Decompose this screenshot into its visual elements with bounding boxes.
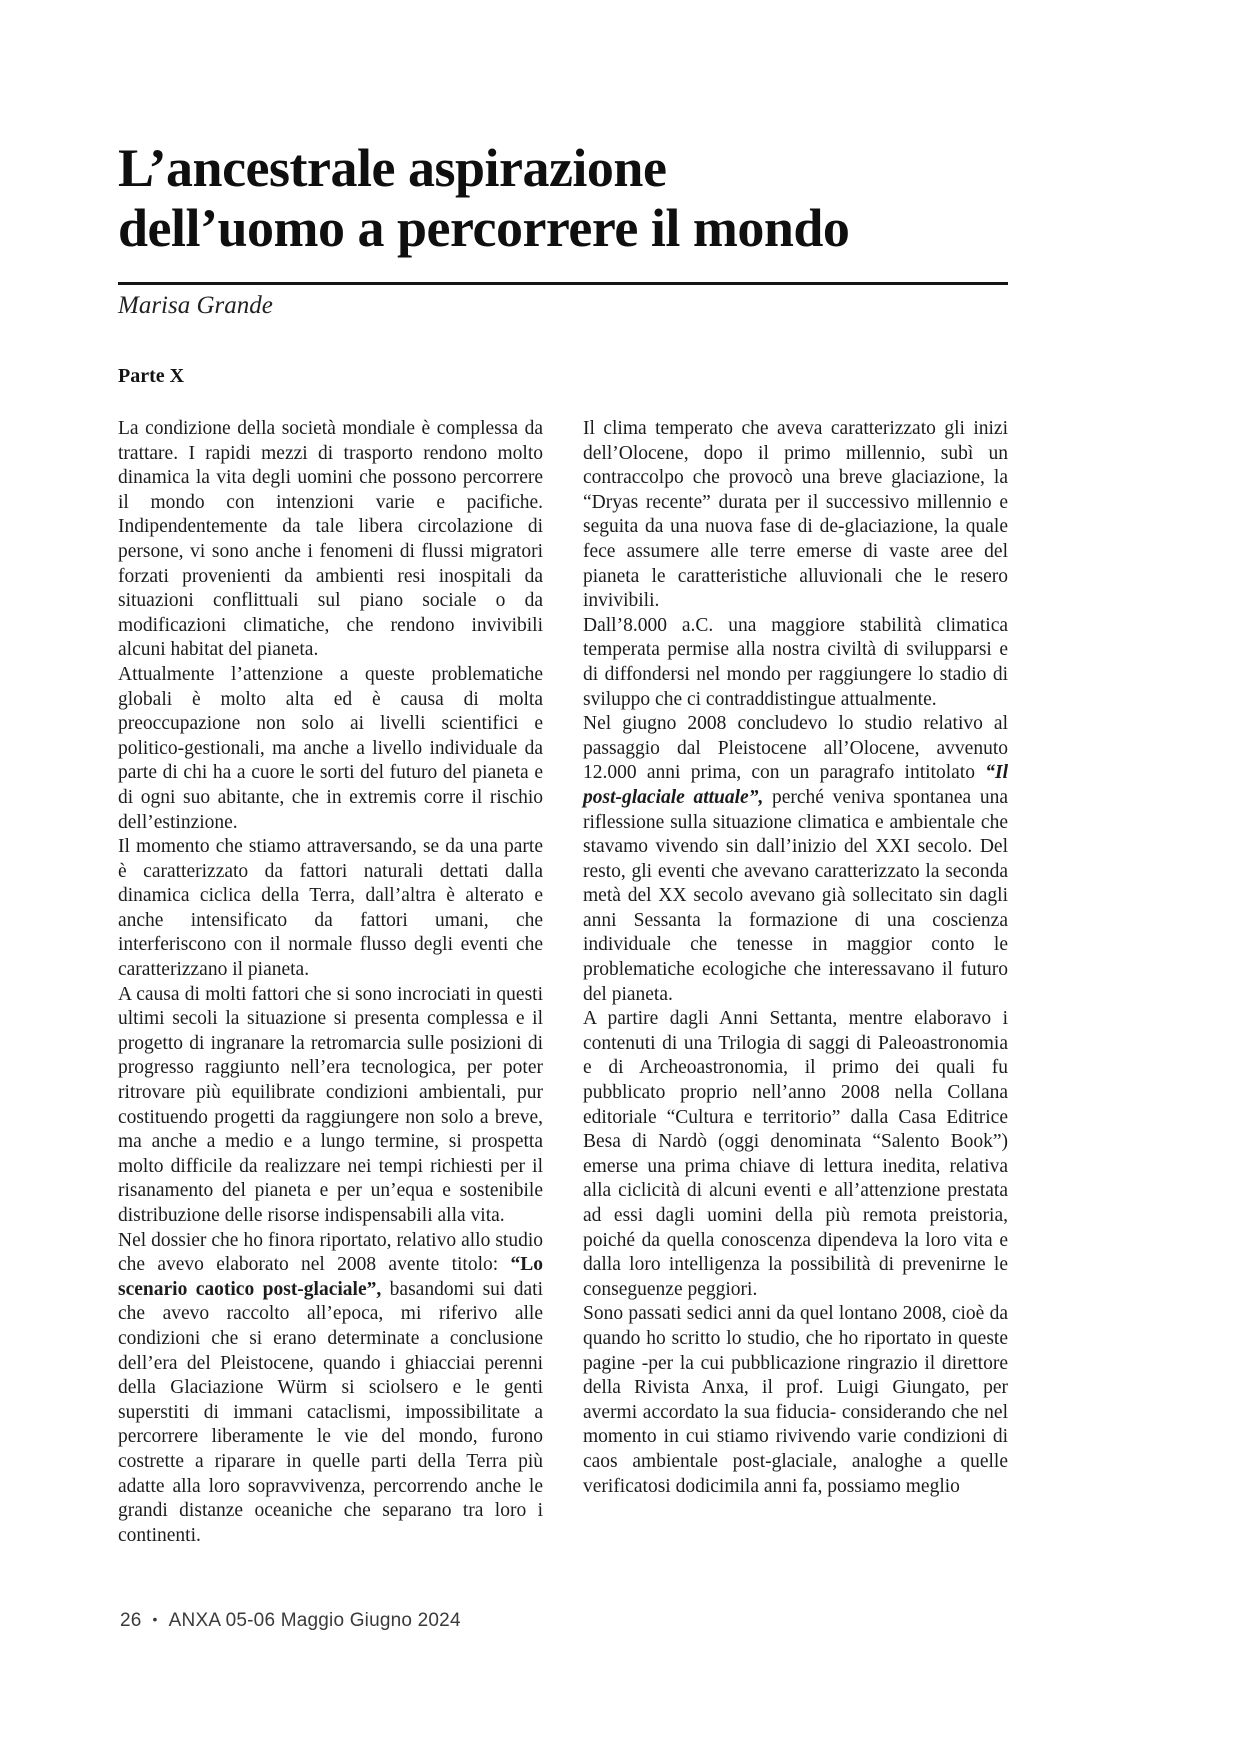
paragraph — [118, 1229, 543, 1549]
page-number: 26 — [120, 1610, 142, 1631]
title-line-2: dell’uomo a percorrere il mondo — [118, 198, 850, 258]
column-left — [118, 417, 543, 1548]
paragraph: Il momento che stiamo attraversando, se da una parte è caratterizzato da fattori naturali dettati dalla dinamica ciclica della Terra, dall’altra è alterato e anche intensificato da fattori umani, che interferiscono con il normale flusso degli eventi che caratterizzano il pianeta. — [118, 836, 543, 981]
title-line-1: L’ancestrale aspirazione — [118, 138, 667, 198]
paragraph: Il clima temperato che aveva caratterizzato gli inizi dell’Olocene, dopo il primo millennio, subì un contraccolpo che provocò una breve glaciazione, la “Dryas recente” durata per il successivo millennio e seguita da una nuova fase di de-glaciazione, la quale fece assumere alle terre emerse di vaste aree del pianeta le caratteristiche alluvionali che le resero invivibili. — [583, 418, 1008, 612]
paragraph: Attualmente l’attenzione a queste problematiche globali è molto alta ed è causa di molta preoccupazione non solo ai livelli scientifici e politico-gestionali, ma anche a livello individuale da parte di chi ha a cuore le sorti del futuro del pianeta e di ogni suo abitante, che in extremis corre il rischio dell’estinzione. — [118, 663, 543, 833]
article-title — [118, 138, 1125, 258]
paragraph: La condizione della società mondiale è complessa da trattare. I rapidi mezzi di trasporto rendono molto dinamica la vita degli uomini che possono percorrere il mondo con intenzioni varie e pacifiche. Indipendentemente da tale libera circolazione di persone, vi sono anche i fenomeni di flussi migratori forzati provenienti da ambienti resi inospitali da situazioni conflittuali sul piano sociale o da modificazioni climatiche, che rendono invivibili alcuni habitat del pianeta. — [118, 418, 543, 661]
paragraph: A causa di molti fattori che si sono incrociati in questi ultimi secoli la situazione si presenta complessa e il progetto di ingranare la retromarcia sulle posizioni di progresso raggiunto nell’era tecnologica, per poter ritrovare più equilibrate condizioni ambientali, pur costituendo progetti da raggiungere non solo a breve, ma anche a medio e a lungo termine, si prospetta molto difficile da realizzare nei tempi richiesti per il risanamento del pianeta e per un’equa e sostenibile distribuzione delle risorse indispensabili alla vita. — [118, 983, 543, 1226]
article-header — [118, 138, 1125, 321]
paragraph-title-bold-italic: “Il post-glaciale attuale”, — [583, 762, 1008, 808]
paragraph-fragment: Nel dossier che ho finora riportato, relativo allo studio che avevo elaborato nel 2008 avente titolo: — [118, 1229, 543, 1276]
paragraph — [583, 712, 1008, 1007]
footer-bullet: • — [152, 1611, 158, 1627]
paragraph: Dall’8.000 a.C. una maggiore stabilità climatica temperata permise alla nostra civiltà di svilupparsi e di diffondersi nel mondo per raggiungere lo stadio di sviluppo che ci contraddistingue attualmente. — [583, 614, 1008, 710]
paragraph-fragment: perché veniva spontanea una riflessione sulla situazione climatica e ambientale che stavamo vivendo sin dall’inizio del XXI secolo. Del resto, gli eventi che avevano caratterizzato la seconda metà del XX secolo avevano già sollecitato sin dagli anni Sessanta la formazione di una coscienza individuale che tenesse in maggior conto le problematiche ecologiche che interessavano il futuro del pianeta. — [583, 786, 1008, 1005]
footer-issue-label: ANXA 05-06 Maggio Giugno 2024 — [168, 1610, 461, 1631]
paragraph-fragment: Nel giugno 2008 concludevo lo studio relativo al passaggio dal Pleistocene all’Olocene, avvenuto 12.000 anni prima, con un paragrafo intitolato — [583, 713, 1008, 784]
paragraph: A partire dagli Anni Settanta, mentre elaboravo i contenuti di una Trilogia di saggi di Paleoastronomia e di Archeoastronomia, il primo dei quali fu pubblicato proprio nell’anno 2008 nella Collana editoriale “Cultura e territorio” dalla Casa Editrice Besa di Nardò (oggi denominata “Salento Book”) emerse una prima chiave di lettura inedita, relativa alla ciclicità di alcuni eventi e all’attenzione prestata ad essi dagli uomini della più remota preistoria, poiché da quella conoscenza dipendeva la loro vita e dalla loro intelligenza la possibilità di prevenirne le conseguenze peggiori. — [583, 1008, 1008, 1300]
study-title-bold: “Lo scenario caotico post-glaciale”, — [118, 1254, 543, 1300]
column-right — [583, 417, 1008, 1548]
paragraph: Sono passati sedici anni da quel lontano 2008, cioè da quando ho scritto lo studio, che ho riportato in queste pagine -per la cui pubblicazione ringrazio il direttore della Rivista Anxa, il prof. Luigi Giungato, per avermi accordato la sua fiducia- considerando che nel momento in cui stiamo rivivendo varie condizioni di caos ambientale post-glaciale, analoghe a quelle verificatosi dodicimila anni fa, possiamo meglio — [583, 1303, 1008, 1497]
article-body — [118, 417, 1125, 1548]
paragraph-fragment: basandomi sui dati che avevo raccolto all’epoca, mi riferivo alle condizioni che si erano determinate a conclusione dell’era del Pleistocene, quando i ghiacciai perenni della Glaciazione Würm si sciolsero e le genti superstiti di immani cataclismi, impossibilitate a percorrere liberamente le vie del mondo, furono costrette a riparare in quelle parti della Terra più adatte alla loro sopravvivenza, percorrendo anche le grandi distanze oceaniche che separano tra loro i continenti. — [118, 1278, 543, 1546]
author-byline: Marisa Grande — [118, 292, 273, 319]
page-footer — [120, 1607, 461, 1633]
section-label: Parte X — [118, 365, 185, 387]
title-divider-rule — [118, 282, 1008, 285]
